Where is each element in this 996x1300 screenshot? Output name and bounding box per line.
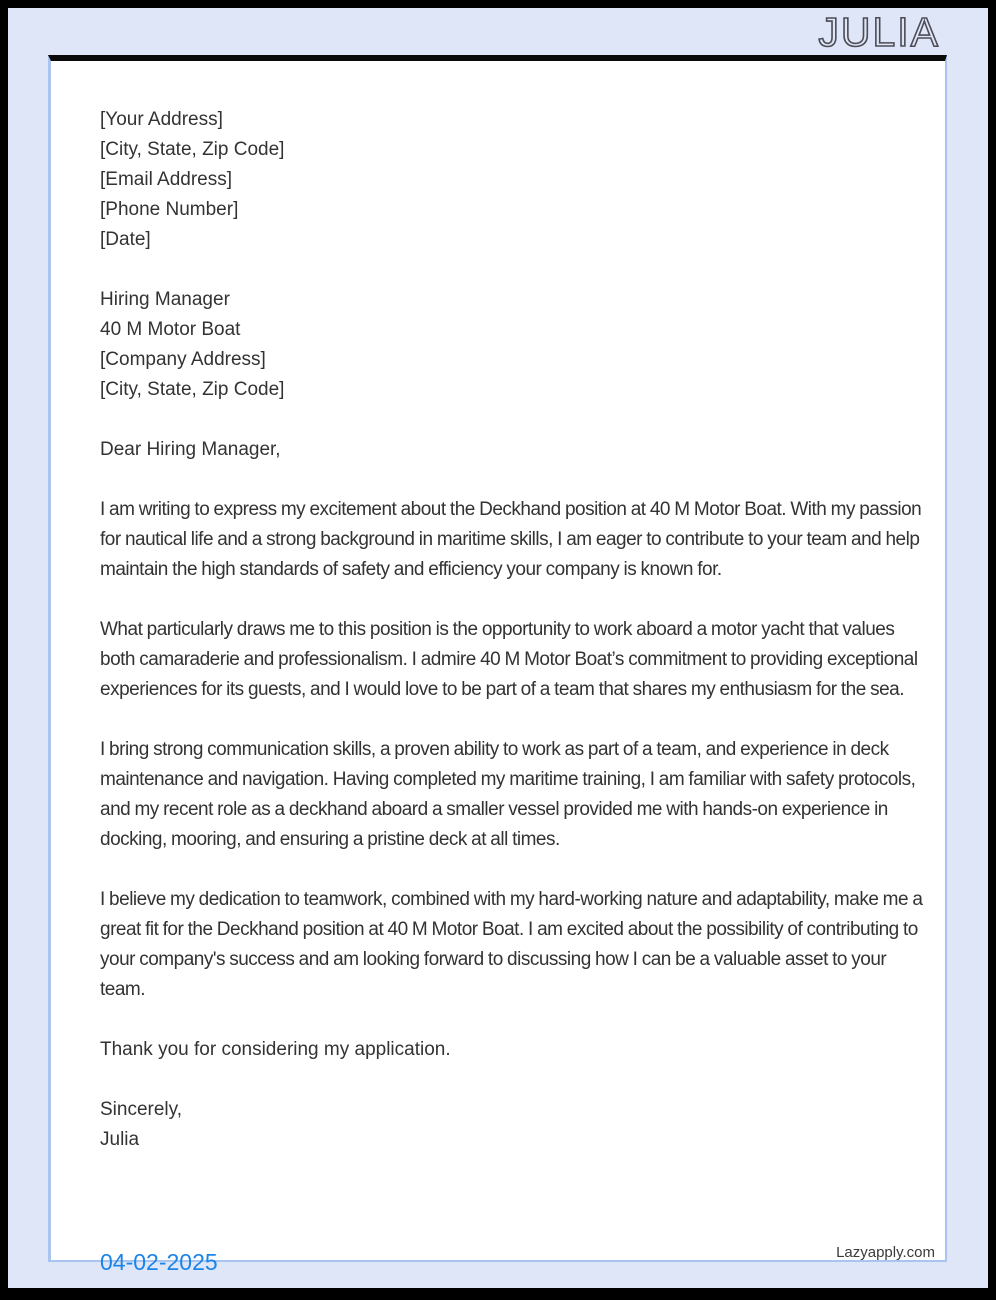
letter-page	[48, 55, 947, 1262]
salutation: Dear Hiring Manager,	[100, 439, 281, 460]
sender-address-block	[100, 105, 929, 255]
signature-name: Julia	[100, 1129, 140, 1150]
sender-date-line: [Date]	[100, 229, 151, 250]
recipient-city-line: [City, State, Zip Code]	[100, 379, 285, 400]
body-paragraph-3: I bring strong communication skills, a proven ability to work as part of a team, and experience in deck maintenance and navigation. Having completed my maritime training, I am familiar with safety protocols, and my recent role as a deckhand aboard a smaller vessel provided me with hands-on experience in docking, mooring, and ensuring a pristine deck at all times.	[100, 739, 916, 850]
watermark-link: Lazyapply.com	[836, 1244, 935, 1261]
recipient-block	[100, 285, 929, 405]
sender-city-line: [City, State, Zip Code]	[100, 139, 285, 160]
recipient-address-line: [Company Address]	[100, 349, 266, 370]
closing-line: Sincerely,	[100, 1099, 183, 1120]
body-paragraph-2: What particularly draws me to this position is the opportunity to work aboard a motor yacht that values both camaraderie and professionalism. I admire 40 M Motor Boat’s commitment to providing exceptional experiences for its guests, and I would love to be part of a team that shares my enthusiasm for the sea.	[100, 619, 918, 700]
sender-email-line: [Email Address]	[100, 169, 232, 190]
closing-block	[100, 1095, 929, 1155]
sender-address-line: [Your Address]	[100, 109, 223, 130]
brand-logo: JULIA	[818, 9, 940, 55]
recipient-company-line: 40 M Motor Boat	[100, 319, 241, 340]
sender-phone-line: [Phone Number]	[100, 199, 239, 220]
recipient-name-line: Hiring Manager	[100, 289, 230, 310]
thank-you-line: Thank you for considering my application.	[100, 1039, 451, 1060]
date-stamp: 04-02-2025	[100, 1249, 218, 1275]
body-paragraph-1: I am writing to express my excitement about the Deckhand position at 40 M Motor Boat. With my passion for nautical life and a strong background in maritime skills, I am eager to contribute to your team and help maintain the high standards of safety and efficiency your company is known for.	[100, 499, 922, 580]
body-paragraph-4: I believe my dedication to teamwork, combined with my hard-working nature and adaptability, make me a great fit for the Deckhand position at 40 M Motor Boat. I am excited about the possibility of contributing to your company's success and am looking forward to discussing how I can be a valuable asset to your team.	[100, 889, 923, 1000]
